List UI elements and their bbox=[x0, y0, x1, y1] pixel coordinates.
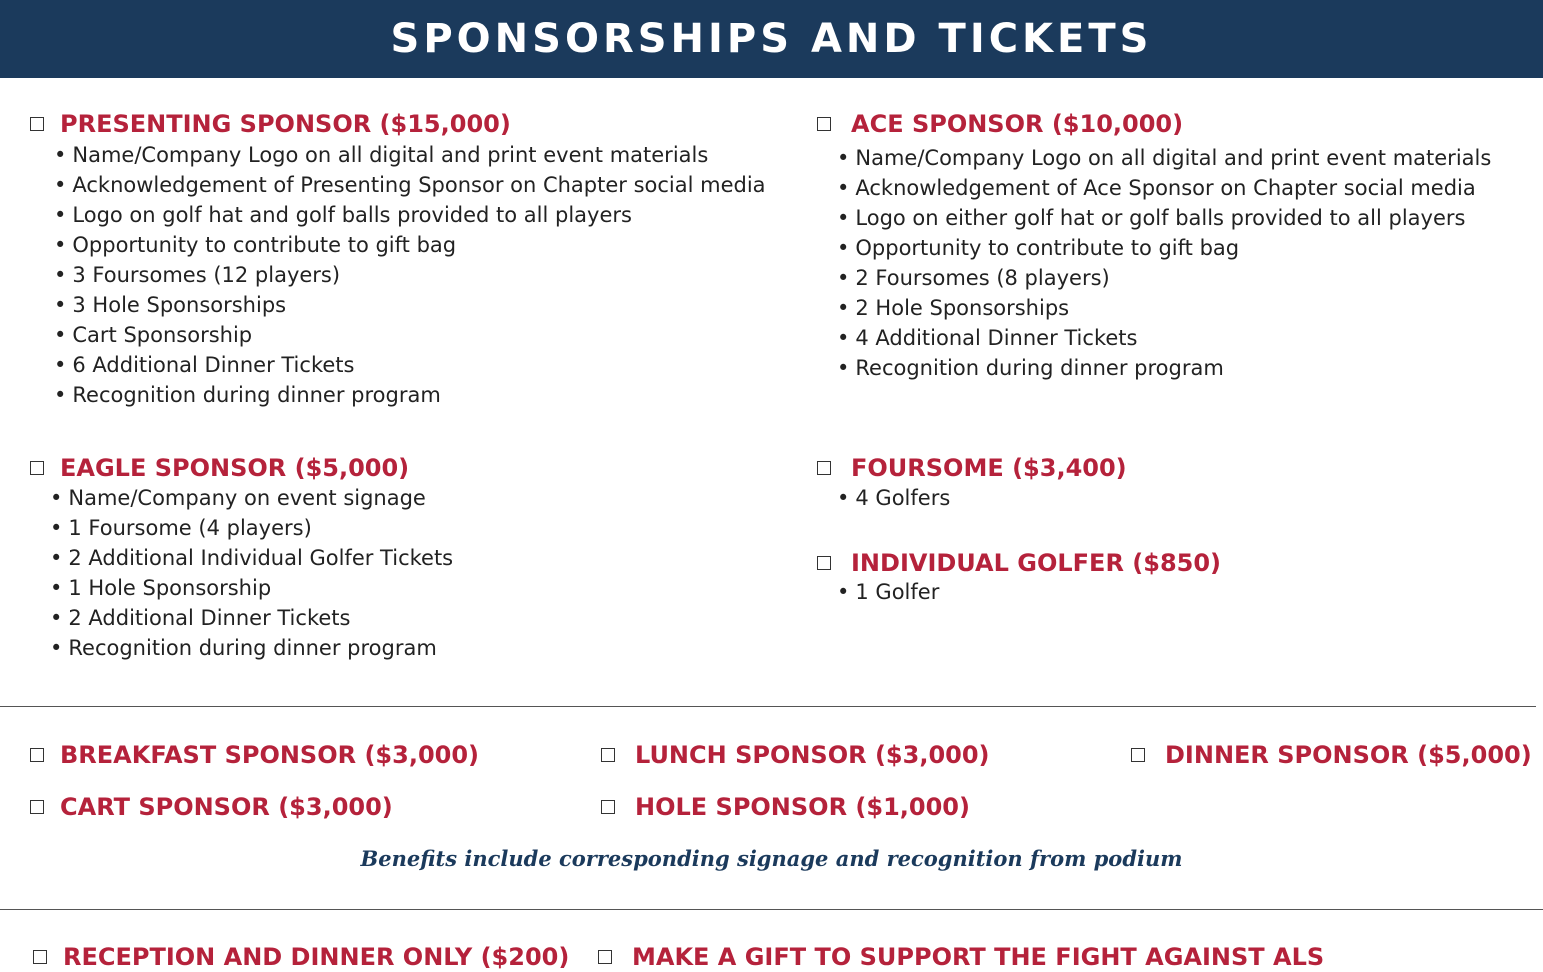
benefit-item: • 4 Golfers bbox=[837, 483, 1127, 513]
benefit-item: • Cart Sponsorship bbox=[54, 320, 766, 350]
benefit-item: • 3 Foursomes (12 players) bbox=[54, 260, 766, 290]
benefit-item: • 2 Foursomes (8 players) bbox=[837, 263, 1491, 293]
presenting-sponsor-benefits bbox=[54, 140, 766, 410]
benefit-item: • Recognition during dinner program bbox=[54, 380, 766, 410]
benefit-item: • 2 Hole Sponsorships bbox=[837, 293, 1491, 323]
presenting-sponsor-checkbox[interactable] bbox=[30, 117, 44, 131]
hole-sponsor-checkbox[interactable] bbox=[601, 800, 615, 814]
hole-sponsor-title: HOLE SPONSOR ($1,000) bbox=[635, 793, 970, 821]
presenting-sponsor-tier bbox=[30, 109, 766, 410]
benefit-item: • Opportunity to contribute to gift bag bbox=[837, 233, 1491, 263]
eagle-sponsor-checkbox[interactable] bbox=[30, 461, 44, 475]
breakfast-sponsor-checkbox[interactable] bbox=[30, 748, 44, 762]
benefit-item: • Logo on golf hat and golf balls provided to all players bbox=[54, 200, 766, 230]
benefit-item: • Recognition during dinner program bbox=[50, 633, 453, 663]
lunch-sponsor-option bbox=[601, 740, 990, 770]
dinner-sponsor-title: DINNER SPONSOR ($5,000) bbox=[1165, 741, 1532, 769]
foursome-tier bbox=[817, 453, 1127, 513]
presenting-sponsor-title: PRESENTING SPONSOR ($15,000) bbox=[60, 110, 511, 138]
page-title: SPONSORSHIPS AND TICKETS bbox=[390, 16, 1153, 62]
dinner-sponsor-option bbox=[1131, 740, 1532, 770]
foursome-title: FOURSOME ($3,400) bbox=[851, 454, 1127, 482]
section-divider bbox=[0, 909, 1543, 910]
gift-checkbox[interactable] bbox=[598, 950, 612, 964]
benefit-item: • Opportunity to contribute to gift bag bbox=[54, 230, 766, 260]
ace-sponsor-benefits bbox=[837, 143, 1491, 383]
benefit-item: • Logo on either golf hat or golf balls provided to all players bbox=[837, 203, 1491, 233]
reception-dinner-checkbox[interactable] bbox=[33, 950, 47, 964]
individual-golfer-tier bbox=[817, 548, 1221, 607]
foursome-checkbox[interactable] bbox=[817, 461, 831, 475]
dinner-sponsor-checkbox[interactable] bbox=[1131, 748, 1145, 762]
benefit-item: • 4 Additional Dinner Tickets bbox=[837, 323, 1491, 353]
benefit-item: • 1 Foursome (4 players) bbox=[50, 513, 453, 543]
cart-sponsor-checkbox[interactable] bbox=[30, 800, 44, 814]
gift-option bbox=[598, 942, 1324, 972]
benefit-item: • 2 Additional Individual Golfer Tickets bbox=[50, 543, 453, 573]
lunch-sponsor-checkbox[interactable] bbox=[601, 748, 615, 762]
eagle-sponsor-tier bbox=[30, 453, 453, 663]
benefit-item: • Acknowledgement of Presenting Sponsor on Chapter social media bbox=[54, 170, 766, 200]
benefit-item: • Recognition during dinner program bbox=[837, 353, 1491, 383]
ace-sponsor-title: ACE SPONSOR ($10,000) bbox=[851, 110, 1184, 138]
benefit-item: • Name/Company on event signage bbox=[50, 483, 453, 513]
header-banner bbox=[0, 0, 1543, 78]
eagle-sponsor-benefits bbox=[50, 483, 453, 663]
benefit-item: • Acknowledgement of Ace Sponsor on Chapter social media bbox=[837, 173, 1491, 203]
section-divider bbox=[0, 706, 1536, 707]
cart-sponsor-title: CART SPONSOR ($3,000) bbox=[60, 793, 393, 821]
benefit-item: • 6 Additional Dinner Tickets bbox=[54, 350, 766, 380]
benefit-item: • 3 Hole Sponsorships bbox=[54, 290, 766, 320]
ace-sponsor-tier bbox=[817, 109, 1491, 383]
individual-golfer-checkbox[interactable] bbox=[817, 556, 831, 570]
individual-golfer-title: INDIVIDUAL GOLFER ($850) bbox=[851, 549, 1222, 577]
hole-sponsor-option bbox=[601, 792, 970, 822]
benefit-item: • 2 Additional Dinner Tickets bbox=[50, 603, 453, 633]
cart-sponsor-option bbox=[30, 792, 393, 822]
eagle-sponsor-title: EAGLE SPONSOR ($5,000) bbox=[60, 454, 410, 482]
foursome-benefits bbox=[837, 483, 1127, 513]
ace-sponsor-checkbox[interactable] bbox=[817, 117, 831, 131]
benefit-item: • 1 Golfer bbox=[837, 577, 1221, 607]
benefit-item: • 1 Hole Sponsorship bbox=[50, 573, 453, 603]
reception-dinner-title: RECEPTION AND DINNER ONLY ($200) bbox=[63, 943, 570, 971]
breakfast-sponsor-option bbox=[30, 740, 479, 770]
benefits-note: Benefits include corresponding signage and recognition from podium bbox=[360, 846, 1183, 871]
reception-dinner-option bbox=[33, 942, 569, 972]
individual-golfer-benefits bbox=[837, 577, 1221, 607]
lunch-sponsor-title: LUNCH SPONSOR ($3,000) bbox=[635, 741, 990, 769]
gift-title: MAKE A GIFT TO SUPPORT THE FIGHT AGAINST ALS bbox=[632, 943, 1325, 971]
breakfast-sponsor-title: BREAKFAST SPONSOR ($3,000) bbox=[60, 741, 480, 769]
benefit-item: • Name/Company Logo on all digital and print event materials bbox=[54, 140, 766, 170]
benefit-item: • Name/Company Logo on all digital and print event materials bbox=[837, 143, 1491, 173]
